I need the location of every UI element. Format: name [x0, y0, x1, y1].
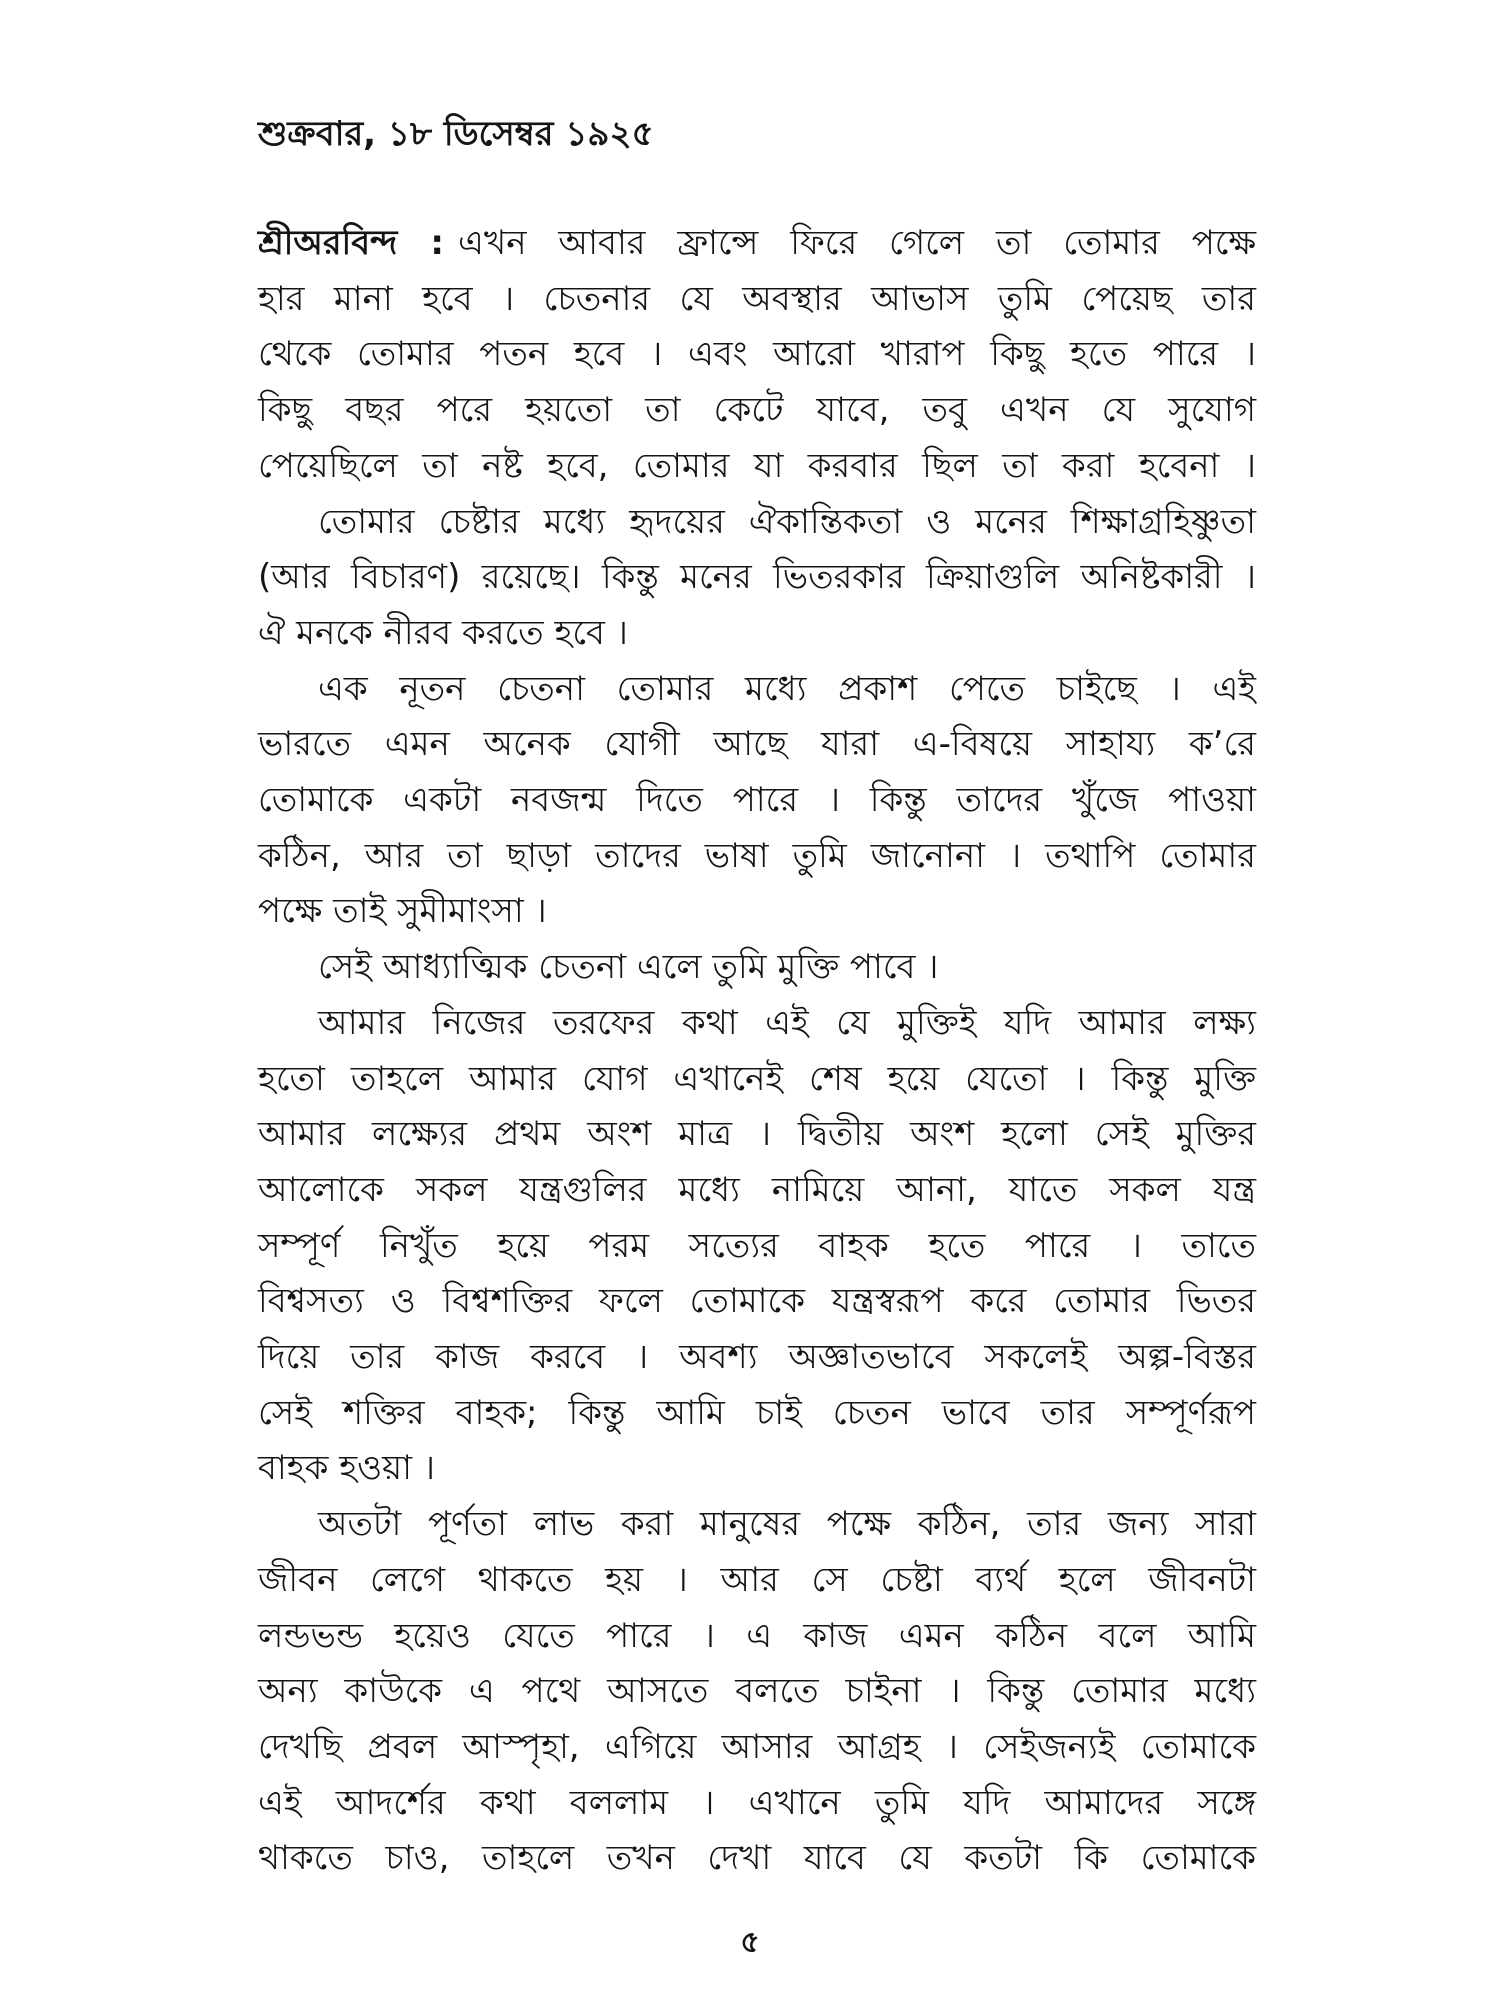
line-text: পেয়েছিলে তা নষ্ট হবে, তোমার যা করবার ছিল তা করা হবেনা । — [258, 445, 1256, 486]
text-line — [258, 719, 1256, 769]
line-text: তোমাকে একটা নবজন্ম দিতে পারে । কিন্তু তাদের খুঁজে পাওয়া — [258, 780, 1256, 820]
text-line — [318, 497, 1256, 547]
text-line — [258, 1778, 1256, 1828]
text-line — [258, 1276, 1256, 1326]
line-text: ঐ মনকে নীরব করতে হবে । — [258, 612, 628, 653]
text-line — [258, 775, 1256, 825]
text-line — [258, 1109, 1256, 1159]
text-line — [258, 552, 1256, 602]
page-heading-date: শুক্রবার, ১৮ ডিসেম্বর ১৯২৫ — [258, 114, 654, 154]
text-line — [258, 385, 1256, 435]
text-line — [258, 441, 1256, 491]
text-line — [258, 1054, 1256, 1104]
text-line — [258, 831, 1256, 881]
text-line — [318, 1499, 1256, 1549]
line-text: দেখছি প্রবল আস্পৃহা, এগিয়ে আসার আগ্রহ । সেইজন্যই তোমাকে — [258, 1726, 1256, 1767]
line-text: হার মানা হবে । চেতনার যে অবস্থার আভাস তুমি পেয়েছ তার — [258, 278, 1256, 319]
line-text: সেই শক্তির বাহক; কিন্তু আমি চাই চেতন ভাবে তার সম্পূর্ণরূপ — [258, 1392, 1256, 1433]
text-line — [258, 1555, 1256, 1605]
line-text: পক্ষে তাই সুমীমাংসা । — [258, 891, 547, 932]
line-text: এখন আবার ফ্রান্সে ফিরে গেলে তা তোমার পক্ষে — [458, 223, 1256, 263]
line-text: অতটা পূর্ণতা লাভ করা মানুষের পক্ষে কঠিন, তার জন্য সারা — [318, 1504, 1256, 1545]
line-text: সম্পূর্ণ নিখুঁত হয়ে পরম সত্যের বাহক হতে পারে । তাতে — [258, 1225, 1256, 1266]
text-line — [318, 664, 1256, 714]
text-line — [318, 942, 1256, 992]
text-line — [258, 1443, 1256, 1493]
line-text: দিয়ে তার কাজ করবে । অবশ্য অজ্ঞাতভাবে সকলেই অল্প-বিস্তর — [258, 1337, 1256, 1377]
line-text: আলোকে সকল যন্ত্রগুলির মধ্যে নামিয়ে আনা, যাতে সকল যন্ত্র — [258, 1169, 1256, 1210]
speaker-name: শ্রীঅরবিন্দ : — [258, 223, 444, 263]
line-text: আমার নিজের তরফের কথা এই যে মুক্তিই যদি আমার লক্ষ্য — [318, 1002, 1256, 1043]
text-line — [258, 218, 1256, 268]
text-line — [258, 1833, 1256, 1883]
line-text: সেই আধ্যাত্মিক চেতনা এলে তুমি মুক্তি পাবে । — [318, 947, 939, 988]
text-line — [258, 1388, 1256, 1438]
line-text: হতো তাহলে আমার যোগ এখানেই শেষ হয়ে যেতো । কিন্তু মুক্তি — [258, 1058, 1256, 1099]
text-line — [258, 1666, 1256, 1716]
text-line — [258, 329, 1256, 379]
line-text: থেকে তোমার পতন হবে । এবং আরো খারাপ কিছু হতে পারে । — [258, 334, 1256, 375]
text-line — [258, 1611, 1256, 1661]
text-line — [258, 1165, 1256, 1215]
text-line — [258, 1221, 1256, 1271]
line-text: থাকতে চাও, তাহলে তখন দেখা যাবে যে কতটা কি তোমাকে — [258, 1838, 1256, 1879]
text-line — [258, 1722, 1256, 1772]
line-text: বাহক হওয়া । — [258, 1448, 435, 1489]
line-text: (আর বিচারণ) রয়েছে। কিন্তু মনের ভিতরকার ক্রিয়াগুলি অনিষ্টকারী । — [258, 557, 1256, 598]
text-line — [258, 608, 1256, 658]
page-number: ৫ — [740, 1925, 760, 1960]
line-text: এই আদর্শের কথা বললাম । এখানে তুমি যদি আমাদের সঙ্গে — [258, 1782, 1256, 1823]
text-line — [258, 274, 1256, 324]
text-line — [258, 1332, 1256, 1382]
line-text: ভারতে এমন অনেক যোগী আছে যারা এ-বিষয়ে সাহায্য ক’রে — [258, 724, 1256, 765]
line-text: তোমার চেষ্টার মধ্যে হৃদয়ের ঐকান্তিকতা ও মনের শিক্ষাগ্রহিষ্ণুতা — [318, 501, 1256, 542]
line-text: কঠিন, আর তা ছাড়া তাদের ভাষা তুমি জানোনা । তথাপি তোমার — [258, 835, 1256, 876]
line-text: এক নূতন চেতনা তোমার মধ্যে প্রকাশ পেতে চাইছে । এই — [318, 668, 1256, 709]
line-text: বিশ্বসত্য ও বিশ্বশক্তির ফলে তোমাকে যন্ত্রস্বরূপ করে তোমার ভিতর — [258, 1281, 1256, 1322]
line-text: কিছু বছর পরে হয়তো তা কেটে যাবে, তবু এখন যে সুযোগ — [258, 390, 1256, 431]
line-text: জীবন লেগে থাকতে হয় । আর সে চেষ্টা ব্যর্থ হলে জীবনটা — [258, 1559, 1256, 1600]
line-text: লন্ডভন্ড হয়েও যেতে পারে । এ কাজ এমন কঠিন বলে আমি — [258, 1615, 1256, 1656]
text-line — [318, 998, 1256, 1048]
text-line — [258, 886, 1256, 936]
line-text: আমার লক্ষ্যের প্রথম অংশ মাত্র । দ্বিতীয় অংশ হলো সেই মুক্তির — [258, 1114, 1256, 1155]
line-text: অন্য কাউকে এ পথে আসতে বলতে চাইনা । কিন্তু তোমার মধ্যে — [258, 1671, 1256, 1712]
